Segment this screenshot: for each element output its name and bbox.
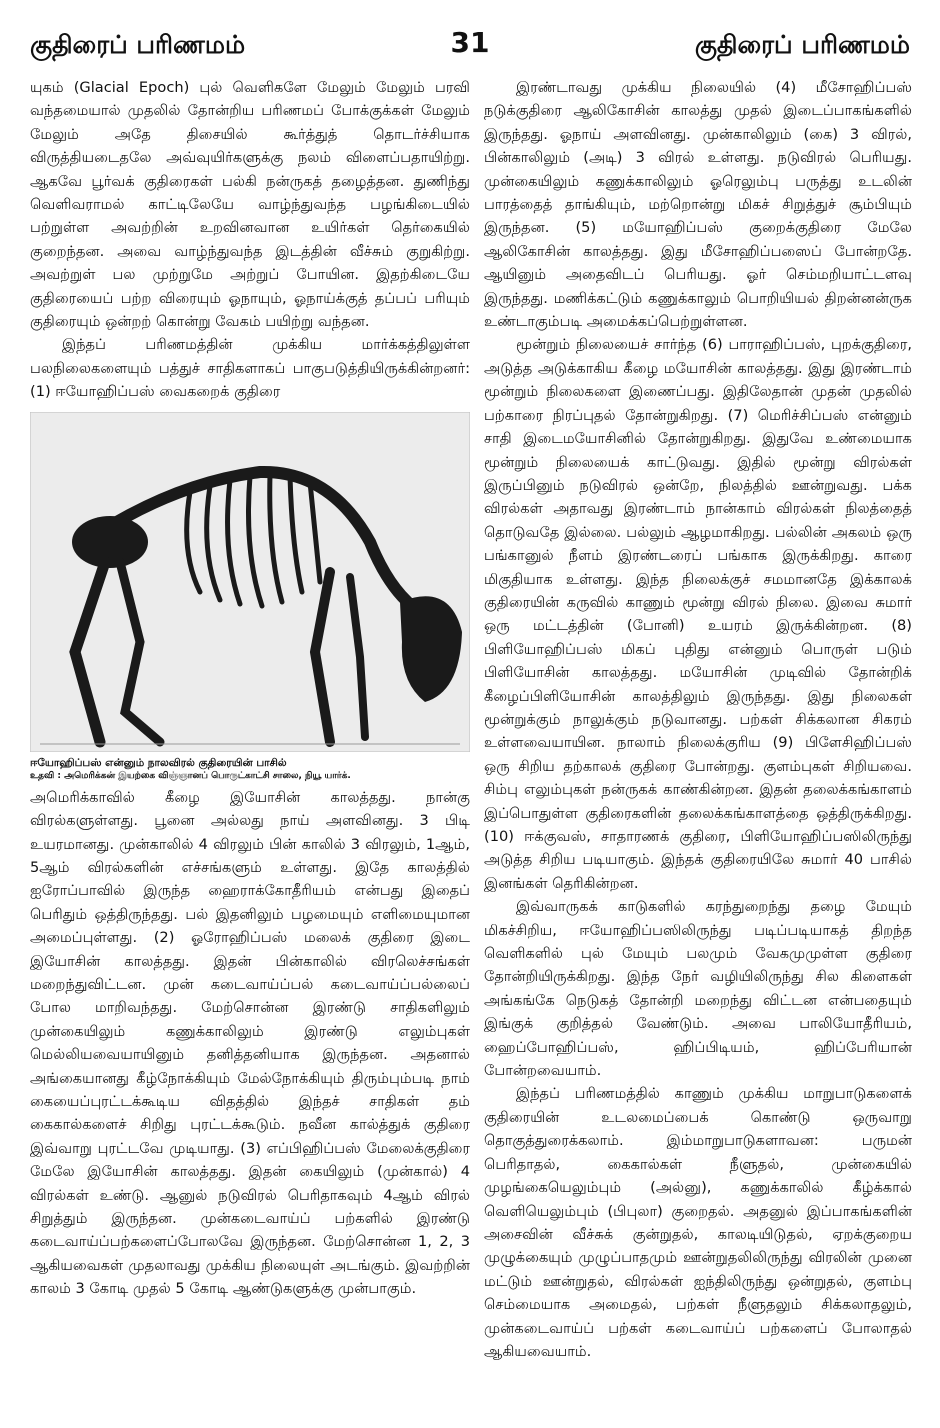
page-number: 31 <box>450 26 490 59</box>
right-paragraph-4: இந்தப் பரிணமத்தில் காணும் முக்கிய மாறுபாடுகளைக் குதிரையின் உடலமைப்பைக் கொண்டு ஒருவாறு தொகுத்துரைக்கலாம். இம்மாறுபாடுகளாவன: பருமன் பெரிதாதல், கைகால்கள் நீளுதல், முன்கையில் முழங்கையெலும்பும் (அல்னு), கணுக்காலில் கீழ்க்கால் வெளியெலும்பும் (பிபுலா) குறைதல். அதனுல் இப்பாகங்களின் அசைவின் வீச்சுக் குன்றுதல், காலடியிடுதல், ஏறக்குறைய முழுக்கையும் முழுப்பாதமும் ஊன்றுதலிலிருந்து விரலின் முனை மட்டும் ஊன்றுதல், விரல்கள் ஐந்திலிருந்து ஒன்றுதல், குளம்பு செம்மையாக அமைதல், பற்கள் நீளுதலும் சிக்கலாதலும், முன்கடைவாய்ப் பற்கள் கடைவாய்ப் பற்களைப் போலாதல் ஆகியவையாம். <box>484 1085 912 1360</box>
horse-skeleton-icon <box>30 412 470 752</box>
right-column <box>484 76 912 1363</box>
left-paragraph-1: யுகம் (Glacial Epoch) புல் வெளிகளே மேலும் மேலும் பரவி வந்தமையால் முதலில் தோன்றிய பரிணமப் போக்குக்கள் மேலும் மேலும் அதே திசையில் கூர்த்துத் தொடர்ச்சியாக விருத்தியடைதலே அவ்வுயிர்களுக்கு நலம் விளைப்பதாயிற்று. ஆகவே பூர்வக் குதிரைகள் பல்கி நன்ருகத் தழைத்தன. துணிந்து வெளிவராமல் காட்டிலேயே வாழ்ந்துவந்த பழங்கிடையில் பற்றுள்ள அவற்றின் உறவினவான உயிர்கள் தெர்கையில் குறைந்தன. அவை வாழ்ந்துவந்த இடத்தின் வீச்சும் குறுகிற்று. அவற்றுள் பல முற்றுமே அற்றுப் போயின. இதற்கிடையே குதிரையைப் பற்ற விரையும் ஓநாயும், ஓநாய்க்குத் தப்பப் பரியும் குதிரையும் ஒன்றற் கொன்று வேகம் பயிற்று வந்தன. <box>30 79 470 331</box>
right-paragraph-3: இவ்வாருகக் காடுகளில் கரந்துறைந்து தழை மேயும் மிகச்சிறிய, ஈயோஹிப்பஸிலிருந்து படிப்படியாகத் திறந்த வெளிகளில் புல் மேயும் பலமும் வேகமுமுள்ள குதிரை தோன்றியிருக்கிறது. இந்த நேர் வழியிலிருந்து சில கிளைகள் அங்கங்கே நெடுகத் தோன்றி மறைந்து விட்டன என்பதையும் இங்குக் குறித்தல் வேண்டும். அவை பாலியோதீரியம், ஹைப்போஹிப்பஸ், ஹிப்பிடியம், ஹிப்பேரியான் போன்றவையாம். <box>484 898 912 1080</box>
left-column <box>30 76 470 1301</box>
figure-caption: ஈயோஹிப்பஸ் என்னும் நாலவிரல் குதிரையின் பாசில் <box>30 756 287 769</box>
right-paragraph-1: இரண்டாவது முக்கிய நிலையில் (4) மீசோஹிப்பஸ் நடுக்குதிரை ஆலிகோசின் காலத்து முதல் இடைப்பாகங்களில் இருந்தது. ஓநாய் அளவினது. முன்காலிலும் (கை) 3 விரல், பின்காலிலும் (அடி) 3 விரல் உள்ளது. நடுவிரல் பெரியது. முன்கையிலும் கணுக்காலிலும் ஓரெலும்பு பருத்து உடலின் பாரத்தைத் தாங்கியும், மற்றொன்று மிகச் சிறுத்துச் சூம்பியும் இருந்தன. (5) மயோஹிப்பஸ் குறைக்குதிரை மேலே ஆலிகோசின் காலத்தது. இது மீசோஹிப்பஸைப் போன்றதே. ஆயினும் அதைவிடப் பெரியது. ஓர் செம்மறியாட்டளவு இருந்தது. மணிக்கட்டும் கணுக்காலும் பொறியியல் திறன்னன்ருக உண்டாகும்படி அமைக்கப்பெற்றுள்ளன. <box>484 79 912 331</box>
running-title-left: குதிரைப் பரிணமம் <box>30 30 246 59</box>
running-title-right: குதிரைப் பரிணமம் <box>694 30 910 59</box>
skeleton-figure <box>30 412 470 782</box>
left-paragraph-2: இந்தப் பரிணமத்தின் முக்கிய மார்க்கத்திலுள்ள பலநிலைகளையும் பத்துச் சாதிகளாகப் பாகுபடுத்தியிருக்கின்றனர்: (1) ஈயோஹிப்பஸ் வைகறைக் குதிரை <box>30 336 470 401</box>
page-header <box>30 26 910 66</box>
left-paragraph-3: அமெரிக்காவில் கீழை இயோசின் காலத்தது. நான்கு விரல்களுள்ளது. பூனை அல்லது நாய் அளவினது. 3 பிடி உயரமானது. முன்காலில் 4 விரலும் பின் காலில் 3 விரலும், 1ஆம், 5ஆம் விரல்களின் எச்சங்களும் உள்ளது. இதே காலத்தில் ஐரோப்பாவில் இருந்த ஹைராக்கோதீரியம் என்பது இதைப் பெரிதும் ஒத்திருந்தது. பல் இதனிலும் பழமையும் எளிமையுமான அமைப்புள்ளது. (2) ஓரோஹிப்பஸ் மலைக் குதிரை இடை இயோசின் காலத்தது. இதன் பின்காலில் விரலெச்சங்கள் மறைந்துவிட்டன. முன் கடைவாய்ப்பல் கடைவாய்ப்பல்லைப் போல மாறிவந்தது. மேற்சொன்ன இரண்டு சாதிகளிலும் முன்கையிலும் கணுக்காலிலும் இரண்டு எலும்புகள் மெல்லியவையாயினும் தனித்தனியாக இருந்தன. அதனால் அங்கையானது கீழ்நோக்கியும் மேல்நோக்கியும் திரும்பும்படி நாம் கையைப்புரட்டக்கூடிய விதத்தில் இந்தச் சாதிகள் தம் கைகால்களைச் சிறிது புரட்டக்கூடும். நவீன கால்த்துக் குதிரை இவ்வாறு புரட்டவே முடியாது. (3) எப்பிஹிப்பஸ் மேலைக்குதிரை மேலே இயோசின் காலத்தது. இதன் கையிலும் (முன்கால்) 4 விரல்கள் உண்டு. ஆனுல் நடுவிரல் பெரிதாகவும் 4ஆம் விரல் சிறுத்தும் இருந்தன. முன்கடைவாய்ப் பற்களில் இரண்டு கடைவாய்ப்பற்களைப்போலவே இருந்தன. மேற்சொன்ன 1, 2, 3 ஆகியவைகள் முதலாவது முக்கிய நிலையுள் அடங்கும். இவற்றின் காலம் 3 கோடி முதல் 5 கோடி ஆண்டுகளுக்கு முன்பாகும். <box>30 788 470 1298</box>
figure-credit: உதவி : அமெரிக்கன் இயற்கை விஞ்ஞானப் பொருட்காட்சி சாலை, நியூ யார்க். <box>30 770 351 781</box>
right-paragraph-2: மூன்றும் நிலையைச் சார்ந்த (6) பாராஹிப்பஸ், புறக்குதிரை, அடுத்த அடுக்காகிய கீழை மயோசின் காலத்தது. இது இரண்டாம் மூன்றும் நிலைகளை இணைப்பது. இதிலேதான் முதன் முதலில் பற்காரை நிரப்புதல் தோன்றுகிறது. (7) மெரிச்சிப்பஸ் என்னும் சாதி இடைமயோசினில் தோன்றுகிறது. இதுவே உண்மையாக மூன்றும் நிலையைக் காட்டுவது. இதில் மூன்று விரல்கள் இருப்பினும் நடுவிரல் ஒன்றே, நிலத்தில் ஊன்றுவது. பக்க விரல்கள் அதாவது இரண்டாம் நான்காம் விரல்கள் நிலத்தைத் தொடுவதே இல்லை. பல்லும் ஆழமாகிறது. பல்லின் அகலம் ஒரு பங்கானுல் நீளம் இரண்டரைப் பங்காக இருக்கிறது. காரை மிகுதியாக உள்ளது. இந்த நிலைக்குச் சமமானதே இக்காலக் குதிரையின் கருவில் காணும் மூன்று விரல் நிலை. இவை சுமார் ஒரு மட்டத்தின் (போனி) உயரம் இருக்கின்றன. (8) பிளியோஹிப்பஸ் மிகப் புதிது என்னும் பொருள் படும் பிளியோசின் காலத்தது. மயோசின் முடிவில் தோன்றிக் கீழைப்பிளியோசின் காலத்திலும் இருந்தது. இது நிலைகள் மூன்றுக்கும் நாலுக்கும் நடுவானது. பற்கள் சிக்கலான சிகரம் உள்ளவையாயின. நாலாம் நிலைக்குரிய (9) பிளேசிஹிப்பஸ் ஒரு சிறிய தற்காலக் குதிரை போன்றது. குளம்புகள் சிறியவை. சிம்பு எலும்புகள் நன்ருகக் காண்கின்றன. இதன் தலைக்கங்காளம் இப்பொதுள்ள குதிரைகளின் தலைக்கங்காளத்தை ஒத்திருக்கிறது. (10) ஈக்குவஸ், சாதாரணக் குதிரை, பிளியோஹிப்பஸிலிருந்து அடுத்த சிறிய படியாகும். இந்தக் குதிரையிலே சுமார் 40 பாசில் இனங்கள் தெரிகின்றன. <box>484 336 912 892</box>
eohippus-skeleton-image <box>30 412 470 752</box>
